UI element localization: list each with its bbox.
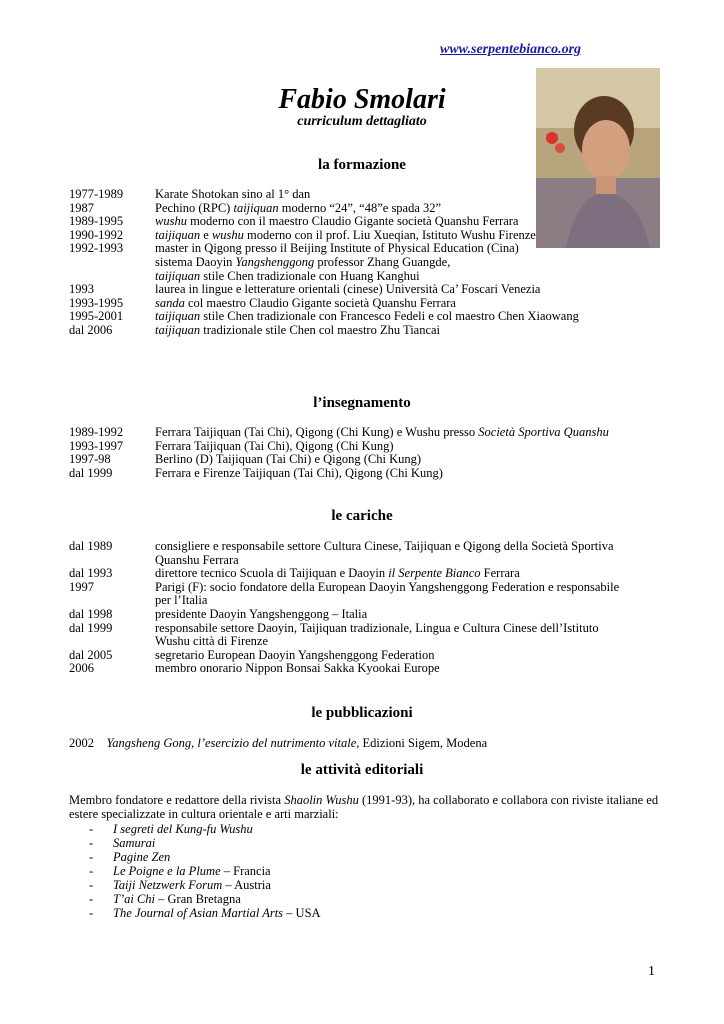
item-year: dal 1999 — [69, 465, 113, 480]
insegnamento-list — [69, 426, 635, 480]
list-item — [69, 324, 635, 338]
item-year: 1987 — [69, 200, 94, 215]
editorial-paragraph: Membro fondatore e redattore della rivista Shaolin Wushu (1991-93), ha collaborato e collabora con riviste italiane ed estere specializzate in cultura orientale e arti marziali: — [69, 793, 659, 821]
item-text: membro onorario Nippon Bonsai Sakka Kyookai Europe — [155, 661, 440, 676]
item-text: presidente Daoyin Yangshenggong – Italia — [155, 606, 368, 621]
list-item — [89, 850, 321, 864]
item-text: taijiquan e wushu moderno con il prof. Liu Xueqian, Istituto Wushu Firenze — [155, 227, 536, 242]
magazine-name: Le Poigne e la Plume – Francia — [113, 864, 271, 878]
list-item — [69, 649, 635, 663]
list-item — [69, 622, 635, 649]
item-year: dal 1998 — [69, 606, 113, 621]
magazine-name: Taiji Netzwerk Forum – Austria — [113, 878, 271, 892]
list-item — [69, 202, 635, 216]
bullet-dash: - — [89, 864, 94, 878]
section-title-cariche: le cariche — [331, 508, 393, 524]
list-item — [69, 453, 635, 467]
section-title-formazione: la formazione — [318, 157, 406, 173]
bullet-dash: - — [89, 892, 94, 906]
item-text: responsabile settore Daoyin, Taijiquan tradizionale, Lingua e Cultura Cinese dell’Istituto Wushu città di Firenze — [155, 620, 599, 649]
list-item — [69, 283, 635, 297]
item-year: 1977-1989 — [69, 187, 124, 201]
list-item — [89, 892, 321, 906]
item-year: 1993 — [69, 282, 94, 297]
bullet-dash: - — [89, 836, 94, 850]
item-text: Berlino (D) Taijiquan (Tai Chi) e Qigong (Chi Kung) — [155, 452, 422, 467]
item-text: taijiquan stile Chen tradizionale con Francesco Fedeli e col maestro Chen Xiaowang — [155, 309, 579, 324]
item-text: consigliere e responsabile settore Cultura Cinese, Taijiquan e Qigong della Società Sportiva Quanshu Ferrara — [155, 539, 614, 567]
item-year: 1993-1995 — [69, 295, 124, 310]
person-name: Fabio Smolari — [278, 84, 446, 115]
item-year: dal 1989 — [69, 539, 113, 553]
list-item — [89, 906, 321, 920]
bullet-dash: - — [89, 906, 94, 920]
magazine-name: Samurai — [113, 836, 156, 850]
magazine-list — [89, 822, 321, 920]
item-text: sanda col maestro Claudio Gigante società Quanshu Ferrara — [155, 295, 456, 310]
list-item — [69, 440, 635, 454]
item-text: wushu moderno con il maestro Claudio Gigante società Quanshu Ferrara — [155, 214, 519, 229]
item-year: dal 1999 — [69, 620, 113, 635]
list-item — [69, 242, 635, 283]
magazine-name: T’ai Chi – Gran Bretagna — [113, 892, 241, 906]
item-year: 1990-1992 — [69, 227, 124, 242]
list-item — [69, 229, 635, 243]
list-item — [69, 662, 635, 676]
section-title-insegnamento: l’insegnamento — [313, 395, 411, 411]
item-text: direttore tecnico Scuola di Taijiquan e Daoyin il Serpente Bianco Ferrara — [155, 566, 520, 581]
item-text: Ferrara Taijiquan (Tai Chi), Qigong (Chi Kung) e Wushu presso Società Sportiva Quanshu — [155, 425, 609, 439]
magazine-name: Pagine Zen — [113, 850, 171, 864]
item-year: 2006 — [69, 661, 94, 676]
item-text: Ferrara e Firenze Taijiquan (Tai Chi), Qigong (Chi Kung) — [155, 465, 443, 480]
item-year: dal 1993 — [69, 566, 113, 581]
magazine-name: The Journal of Asian Martial Arts – USA — [113, 906, 321, 920]
item-text: master in Qigong presso il Beijing Institute of Physical Education (Cina) sistema Daoyin Yangshenggong professor Zhang Guangde, taijiquan stile Chen tradizionale con Huang Kanghui — [155, 241, 519, 283]
list-item — [69, 581, 635, 608]
item-text: Ferrara Taijiquan (Tai Chi), Qigong (Chi Kung) — [155, 438, 394, 453]
section-title-editoriali: le attività editoriali — [300, 762, 424, 778]
item-text: Parigi (F): socio fondatore della European Daoyin Yangshenggong Federation e responsabile per l’Italia — [155, 579, 620, 608]
list-item — [69, 297, 635, 311]
item-text: taijiquan tradizionale stile Chen col maestro Zhu Tiancai — [155, 322, 441, 337]
list-item — [89, 864, 321, 878]
item-year: 1993-1997 — [69, 438, 124, 453]
item-year: 1989-1995 — [69, 214, 124, 229]
item-year: dal 2005 — [69, 647, 113, 662]
website-link[interactable]: www.serpentebianco.org — [440, 42, 582, 57]
magazine-name: I segreti del Kung-fu Wushu — [113, 822, 253, 836]
item-year: 1992-1993 — [69, 241, 124, 256]
section-title-pubblicazioni: le pubblicazioni — [311, 705, 413, 721]
list-item — [89, 822, 321, 836]
list-item — [69, 540, 635, 567]
list-item — [69, 608, 635, 622]
publication-text: Yangsheng Gong, l’esercizio del nutrimento vitale, Edizioni Sigem, Modena — [106, 736, 488, 750]
list-item — [69, 215, 635, 229]
item-year: 1997 — [69, 579, 94, 594]
item-year: 1989-1992 — [69, 425, 124, 439]
item-text: segretario European Daoyin Yangshenggong Federation — [155, 647, 435, 662]
list-item — [69, 188, 635, 202]
page-number: 1 — [648, 964, 655, 979]
item-text: laurea in lingue e letterature orientali (cinese) Università Ca’ Foscari Venezia — [155, 282, 541, 297]
list-item — [89, 836, 321, 850]
publication-entry — [69, 736, 487, 751]
list-item — [69, 467, 635, 481]
list-item — [69, 567, 635, 581]
cariche-list — [69, 540, 635, 676]
bullet-dash: - — [89, 822, 94, 836]
bullet-dash: - — [89, 878, 94, 892]
item-year: 1997-98 — [69, 452, 111, 467]
item-text: Pechino (RPC) taijiquan moderno “24”, “48”e spada 32” — [155, 200, 442, 215]
publication-year: 2002 — [69, 736, 94, 750]
bullet-dash: - — [89, 850, 94, 864]
document-subtitle: curriculum dettagliato — [297, 114, 427, 129]
item-year: 1995-2001 — [69, 309, 124, 324]
item-year: dal 2006 — [69, 322, 113, 337]
list-item — [69, 310, 635, 324]
list-item — [89, 878, 321, 892]
item-text: Karate Shotokan sino al 1° dan — [155, 187, 311, 201]
formazione-list — [69, 188, 635, 338]
list-item — [69, 426, 635, 440]
